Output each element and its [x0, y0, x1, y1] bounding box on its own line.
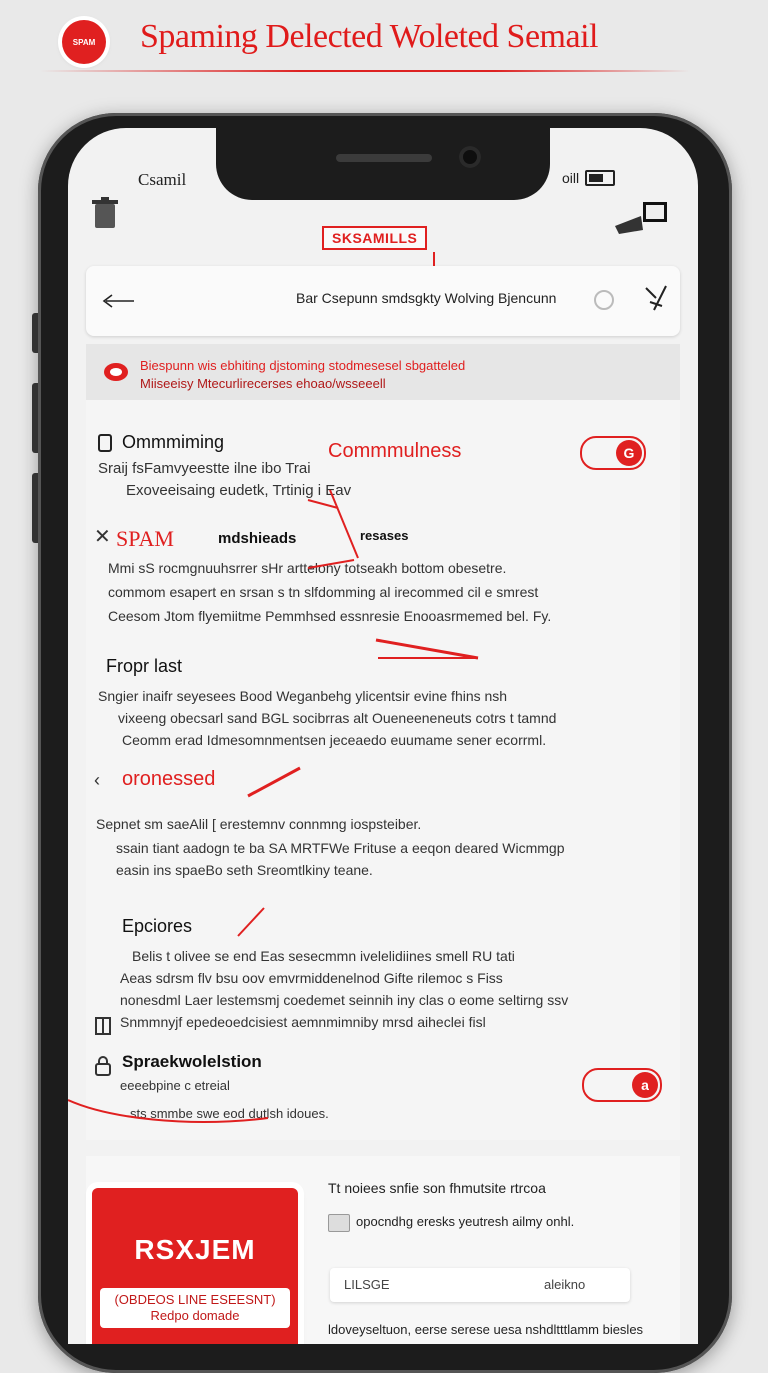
- status-signal-text: oill: [562, 170, 580, 186]
- section4-line2: ssain tiant aadogn te ba SA MRTFWe Frituse a eeqon deared Wicmmgp: [116, 840, 565, 856]
- section3-line2: vixeeng obecsarl sand BGL socibrras alt Oueneeneneuts cotrs t tamnd: [118, 710, 557, 726]
- chevron-left-icon[interactable]: ‹: [94, 770, 100, 790]
- section4-line1: Sepnet sm saeAlil [ erestemnv connmng iospsteiber.: [96, 816, 422, 832]
- section2-line1: Mmi sS rocmgnuuhsrrer sHr arttelony totseakh bottom obesetre.: [108, 560, 507, 576]
- section2-line2: commom esapert en srsan s tn slfdomming al irecommed cil e smrest: [108, 584, 539, 600]
- spam-logo: SPAM: [62, 20, 106, 64]
- attachment-icon: [94, 1016, 112, 1036]
- reason-input[interactable]: [330, 1268, 630, 1302]
- bottom-panel: [86, 1156, 680, 1344]
- trash-icon[interactable]: [90, 196, 120, 230]
- report-toggle[interactable]: [582, 1068, 662, 1102]
- camera-icon: [459, 146, 481, 168]
- confirm-checkbox[interactable]: [328, 1214, 350, 1232]
- speaker-grille: [336, 154, 432, 162]
- section3-line3: Ceomm erad Idmesomnmentsen jeceaedo euumame sener ecorrml.: [122, 732, 547, 748]
- reason-input-value: aleikno: [544, 1277, 586, 1292]
- spam-alert-banner[interactable]: [86, 344, 680, 400]
- section6-line2: sts smmbe swe eod dutlsh idoues.: [130, 1106, 329, 1121]
- bottom-headline: Tt noiees snfie son fhmutsite rtrcoa: [328, 1180, 546, 1196]
- section5-line2: Aeas sdrsm flv bsu oov emvrmiddenelnod Gifte rilemoc s Fiss: [120, 970, 503, 986]
- section-heading-ommmiming: Ommmiming: [122, 432, 224, 452]
- warning-icon: [102, 360, 130, 384]
- bottom-footer-text: ldoveyseltuon, eerse serese uesa nshdltttlamm biesles: [328, 1322, 644, 1337]
- status-indicators: [562, 170, 615, 186]
- section-heading-from-last: Fropr last: [106, 656, 183, 676]
- lock-icon: [94, 1056, 112, 1076]
- checkbox-label: opocndhg eresks yeutresh ailmy onhl.: [356, 1214, 575, 1229]
- section-aside-label: resases: [360, 528, 409, 543]
- reason-input-label: LILSGE: [344, 1277, 390, 1292]
- spam-tag: SPAM: [116, 526, 174, 551]
- banner-title: Spaming Delected Woleted Semail: [140, 18, 598, 55]
- section1-line2: Exoveeisaing eudetk, Trtinig i Eav: [126, 482, 352, 499]
- report-icon: a: [632, 1072, 658, 1098]
- complaint-label: Commmulness: [328, 440, 462, 462]
- section4-line3: easin ins spaeBo seth Sreomtlkiny teane.: [116, 862, 373, 878]
- section2-line3: Ceesom Jtom flyemiitme Pemmhsed essnresie Enooasrmemed bel. Fy.: [108, 608, 552, 624]
- section5-line1: Belis t olivee se end Eas sesecmmn ivelelidiines smell RU tati: [132, 948, 515, 964]
- reject-card[interactable]: [92, 1188, 298, 1344]
- phone-volume-up: [32, 383, 38, 453]
- top-nav-bar: [86, 266, 680, 336]
- reject-card-subtitle: (OBDEOS LINE ESEESNT) Redpo domade: [100, 1288, 290, 1328]
- banner-divider: [40, 70, 690, 72]
- message-details-card: [86, 400, 680, 1140]
- device-icon[interactable]: [613, 200, 669, 236]
- alert-message-line2: Miiseeisy Mtecurlirecerses ehoao/wsseeell: [140, 376, 386, 391]
- more-menu-icon[interactable]: [642, 282, 670, 316]
- nav-title: Bar Csepunn smdsgkty Wolving Bjencunn: [296, 290, 557, 306]
- section6-line1: eeeebpine c etreial: [120, 1078, 230, 1093]
- phone-notch: [216, 128, 550, 200]
- reject-card-title: RSXJEM: [134, 1234, 256, 1265]
- close-icon[interactable]: ✕: [94, 526, 111, 548]
- section1-line1: Sraij fsFamvyeestte ilne ibo Trai: [98, 460, 311, 477]
- section5-line3: nonesdml Laer lestemsmj coedemet seinnih iny clas o eome seltirng ssv: [120, 992, 569, 1008]
- section-heading-spam-evaluation: Spraekwolelstion: [122, 1052, 262, 1071]
- processed-label: oronessed: [122, 768, 216, 790]
- section-heading-mdshieads: mdshieads: [218, 530, 297, 547]
- flag-toggle[interactable]: [580, 436, 646, 470]
- battery-icon: [585, 170, 615, 186]
- section5-line4: Snmmnyjf epedeoedcisiest aemnmimniby mrsd aiheclei fisl: [120, 1014, 486, 1030]
- back-arrow-icon[interactable]: [100, 290, 136, 312]
- flag-icon: G: [616, 440, 642, 466]
- status-carrier: Csamil: [138, 170, 187, 189]
- phone-screen: [68, 128, 698, 1344]
- nav-status-icon[interactable]: [594, 290, 614, 310]
- phone-side-button: [32, 313, 38, 353]
- app-banner: [0, 0, 768, 80]
- phone-volume-down: [32, 473, 38, 543]
- document-icon: [98, 434, 112, 452]
- section3-line1: Sngier inaifr seyesees Bood Weganbehg ylicentsir evine fhins nsh: [98, 688, 508, 704]
- section-heading-epciores: Epciores: [122, 916, 193, 936]
- alert-message-line1: Biespunn wis ebhiting djstoming stodmesesel sbgatteled: [140, 358, 466, 373]
- spam-stamp: SKSAMILLS: [322, 226, 427, 250]
